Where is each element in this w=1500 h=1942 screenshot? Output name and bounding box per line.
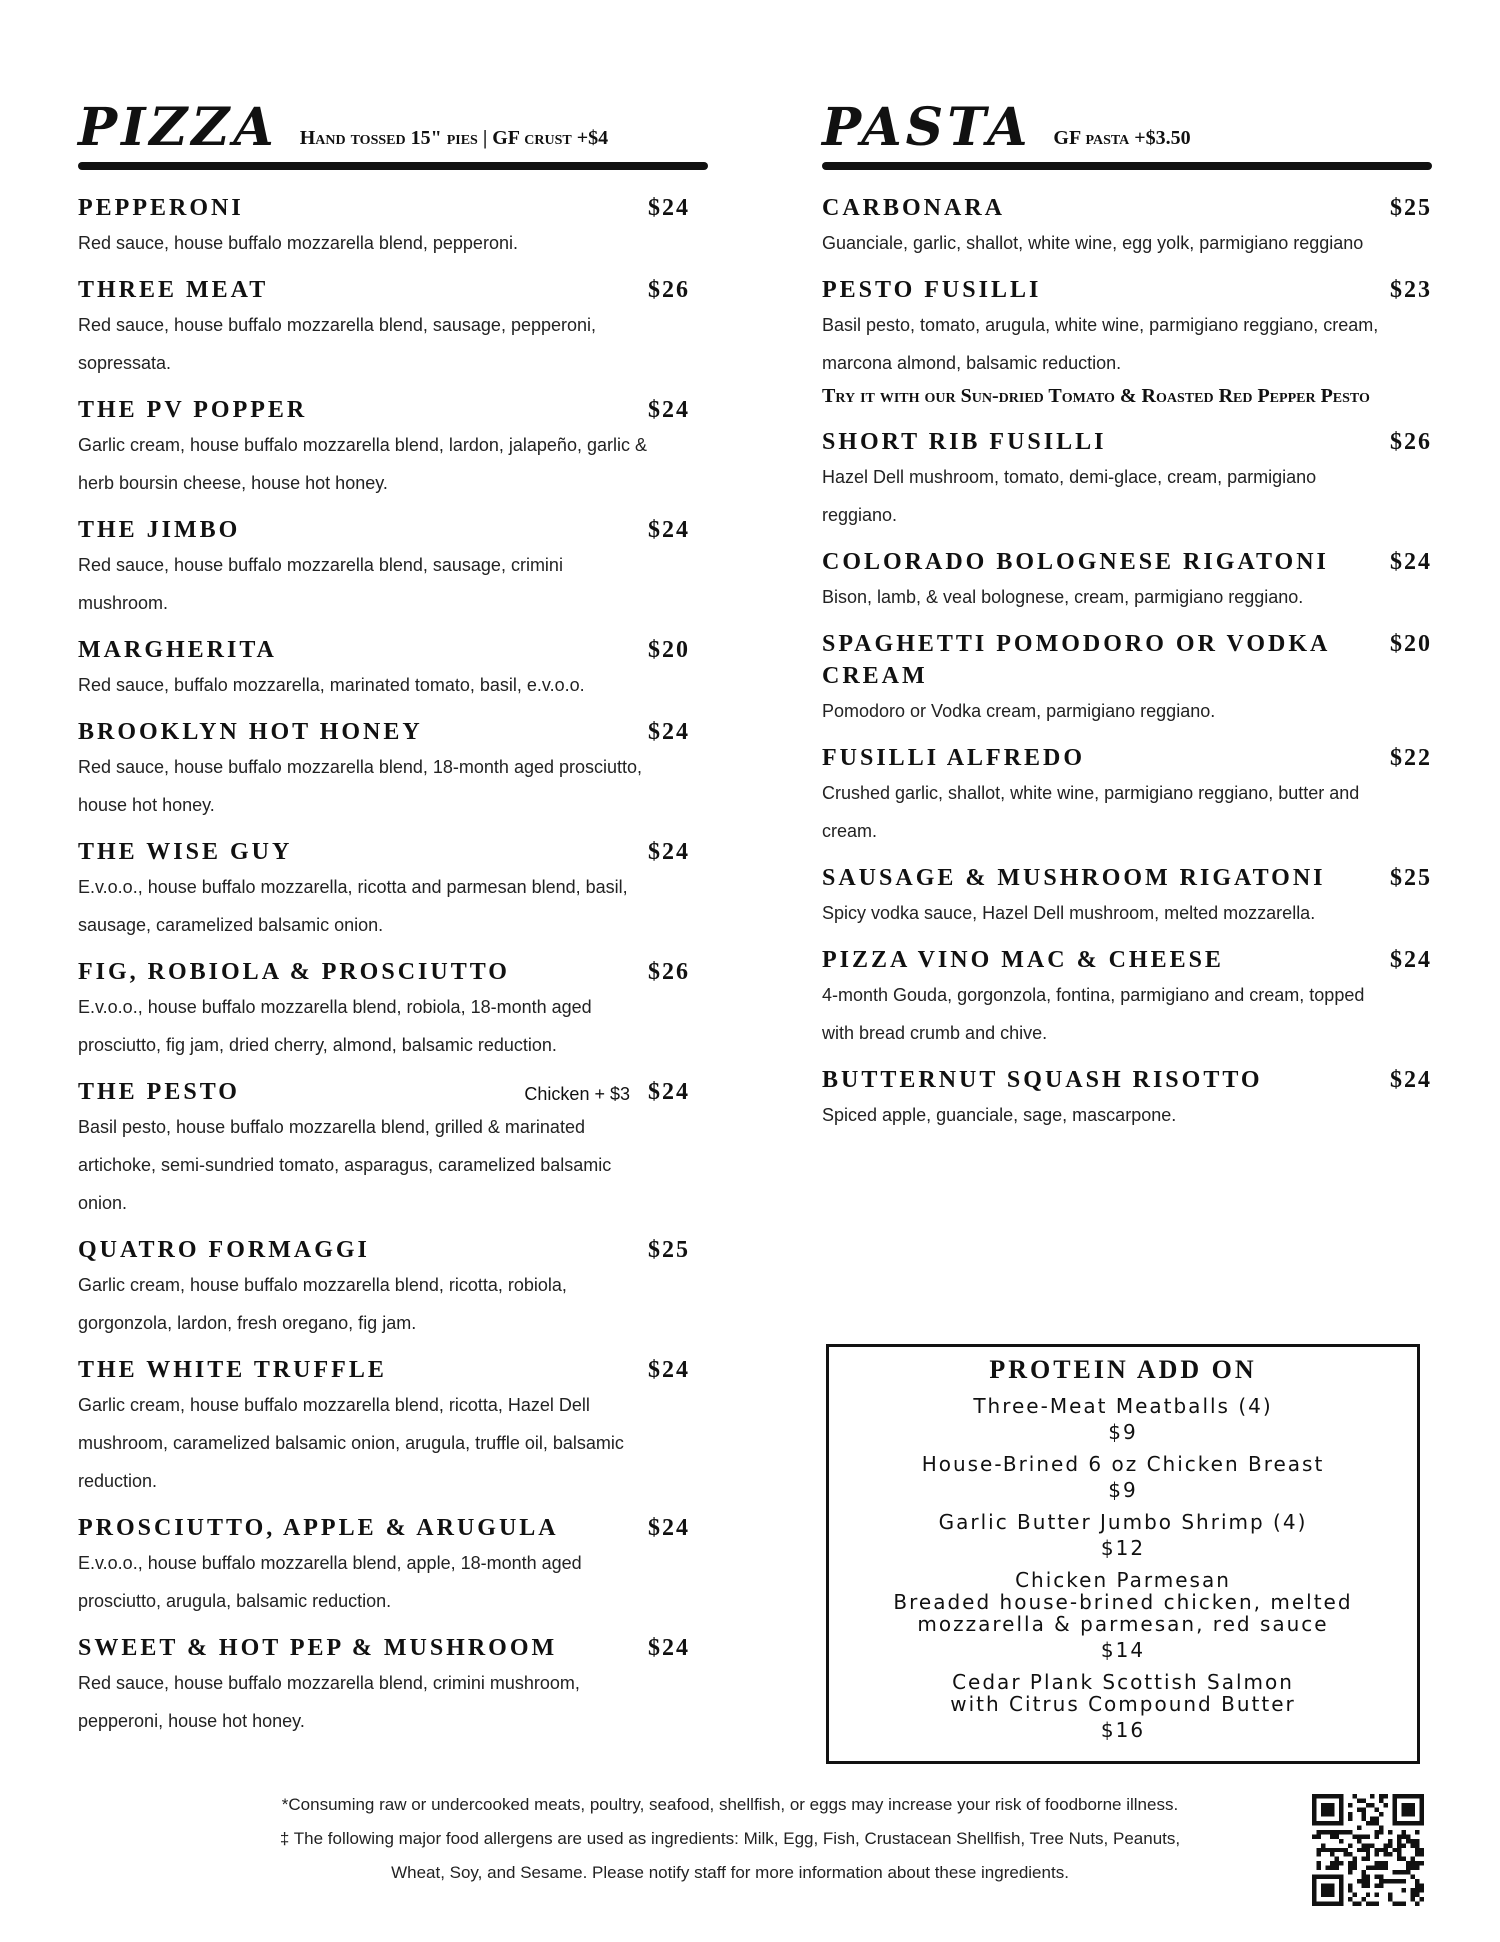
footer-line-1: *Consuming raw or undercooked meats, poultry, seafood, shellfish, or eggs may increase your risk of foodborne illness.: [281, 1795, 1179, 1814]
pizza-item: [78, 634, 708, 704]
pizza-item: [78, 274, 708, 382]
pasta-item: [822, 628, 1432, 730]
pizza-item-price: $24: [648, 517, 690, 543]
pizza-divider: [78, 162, 708, 170]
pasta-item-header: [822, 742, 1432, 774]
protein-item-price: $9: [1108, 1478, 1138, 1502]
pasta-item-name: PIZZA VINO MAC & CHEESE: [822, 947, 1224, 973]
pizza-item-price: $25: [648, 1237, 690, 1263]
protein-item-name: Cedar Plank Scottish Salmon with Citrus Compound Butter: [950, 1670, 1296, 1716]
pasta-item: [822, 546, 1432, 616]
pasta-item-name: BUTTERNUT SQUASH RISOTTO: [822, 1067, 1263, 1093]
pizza-item-name: SWEET & HOT PEP & MUSHROOM: [78, 1635, 558, 1661]
pasta-item-header: [822, 1064, 1432, 1096]
pizza-header: [78, 96, 708, 158]
pasta-item-header: [822, 944, 1432, 976]
pizza-item-header: [78, 514, 708, 546]
pizza-item-name: PEPPERONI: [78, 195, 244, 221]
pizza-item: [78, 1234, 708, 1342]
pizza-item: [78, 192, 708, 262]
pizza-item-price: $24: [648, 719, 690, 745]
pizza-item-price: $24: [648, 1635, 690, 1661]
pizza-item-header: [78, 1632, 708, 1664]
pasta-item-description: Bison, lamb, & veal bolognese, cream, parmigiano reggiano.: [822, 587, 1304, 607]
pasta-item-price: $24: [1390, 1067, 1432, 1093]
pasta-item-description: Pomodoro or Vodka cream, parmigiano reggiano.: [822, 701, 1216, 721]
pizza-section: [78, 96, 708, 1752]
pasta-item-header: [822, 546, 1432, 578]
pasta-item-description: Spicy vodka sauce, Hazel Dell mushroom, melted mozzarella.: [822, 903, 1316, 923]
pasta-item-name: SAUSAGE & MUSHROOM RIGATONI: [822, 865, 1326, 891]
pasta-item-tip: Try it with our Sun-dried Tomato & Roasted Red Pepper Pesto: [822, 385, 1370, 407]
pizza-item: [78, 716, 708, 824]
pizza-item-description: Garlic cream, house buffalo mozzarella blend, ricotta, Hazel Dell mushroom, caramelized balsamic onion, arugula, truffle oil, balsamic reduction.: [78, 1395, 624, 1491]
pasta-item-name: CARBONARA: [822, 195, 1005, 221]
pizza-item-header: [78, 716, 708, 748]
pizza-item-header: [78, 394, 708, 426]
pizza-item-header: [78, 192, 708, 224]
pizza-item-name: BROOKLYN HOT HONEY: [78, 719, 423, 745]
pizza-item-description: Red sauce, house buffalo mozzarella blend, 18-month aged prosciutto, house hot honey.: [78, 757, 643, 815]
pasta-item-name: PESTO FUSILLI: [822, 277, 1042, 303]
pasta-item-name: COLORADO BOLOGNESE RIGATONI: [822, 549, 1329, 575]
pasta-item-price: $24: [1390, 549, 1432, 575]
qr-code-icon[interactable]: [1312, 1794, 1424, 1906]
footer-line-3: Wheat, Soy, and Sesame. Please notify staff for more information about these ingredients.: [391, 1863, 1069, 1882]
pizza-item-header: [78, 1354, 708, 1386]
pasta-item: [822, 1064, 1432, 1134]
protein-item-name: Three-Meat Meatballs (4): [973, 1394, 1273, 1418]
pizza-item: [78, 394, 708, 502]
protein-item-price: $14: [1100, 1638, 1146, 1662]
pizza-item-description: E.v.o.o., house buffalo mozzarella blend, robiola, 18-month aged prosciutto, fig jam, dried cherry, almond, balsamic reduction.: [78, 997, 592, 1055]
protein-item: [829, 1453, 1417, 1501]
pasta-item-name: SPAGHETTI POMODORO OR VODKA CREAM: [822, 631, 1329, 689]
protein-item-price: $12: [1100, 1536, 1146, 1560]
pizza-item: [78, 956, 708, 1064]
pizza-item-note: Chicken + $3: [524, 1084, 630, 1104]
pasta-list: [822, 192, 1432, 1134]
pizza-item-description: E.v.o.o., house buffalo mozzarella, ricotta and parmesan blend, basil, sausage, caramelized balsamic onion.: [78, 877, 628, 935]
pasta-item: [822, 944, 1432, 1052]
pasta-item-description: Crushed garlic, shallot, white wine, parmigiano reggiano, butter and cream.: [822, 783, 1360, 841]
pizza-list: [78, 192, 708, 1740]
pizza-item-price: $24: [648, 1515, 690, 1541]
pizza-item-price: $24: [648, 1357, 690, 1383]
pizza-item: [78, 514, 708, 622]
pizza-item-name: FIG, ROBIOLA & PROSCIUTTO: [78, 959, 510, 985]
pasta-item: [822, 426, 1432, 534]
pizza-item-description: Red sauce, house buffalo mozzarella blend, pepperoni.: [78, 233, 518, 253]
protein-item-price: $9: [1108, 1420, 1138, 1444]
pasta-item-name: FUSILLI ALFREDO: [822, 745, 1086, 771]
pizza-item-name: THE WHITE TRUFFLE: [78, 1357, 387, 1383]
pizza-item-price: $24: [648, 397, 690, 423]
pizza-item-header: [78, 1234, 708, 1266]
pizza-item-price: $20: [648, 637, 690, 663]
protein-item-name: Chicken Parmesan Breaded house-brined chicken, melted mozzarella & parmesan, red sauce: [893, 1568, 1353, 1636]
protein-item-name: House-Brined 6 oz Chicken Breast: [921, 1452, 1325, 1476]
pasta-item-price: $25: [1390, 865, 1432, 891]
protein-item: [829, 1569, 1417, 1661]
pizza-item-description: E.v.o.o., house buffalo mozzarella blend, apple, 18-month aged prosciutto, arugula, balsamic reduction.: [78, 1553, 582, 1611]
pizza-item-price: $24: [648, 839, 690, 865]
pizza-item: [78, 1512, 708, 1620]
pasta-item-price: $24: [1390, 947, 1432, 973]
pasta-item-header: [822, 628, 1432, 692]
pasta-item-header: [822, 426, 1432, 458]
pizza-item-name: QUATRO FORMAGGI: [78, 1237, 370, 1263]
footer-disclaimer: [230, 1788, 1230, 1890]
protein-item-price: $16: [1100, 1718, 1146, 1742]
pizza-item-name: THREE MEAT: [78, 277, 269, 303]
pizza-item-header: [78, 956, 708, 988]
pasta-item: [822, 742, 1432, 850]
pasta-item-description: 4-month Gouda, gorgonzola, fontina, parmigiano and cream, topped with bread crumb and chive.: [822, 985, 1365, 1043]
protein-item-name: Garlic Butter Jumbo Shrimp (4): [938, 1510, 1308, 1534]
pasta-item-description: Hazel Dell mushroom, tomato, demi-glace, cream, parmigiano reggiano.: [822, 467, 1317, 525]
footer-line-2: ‡ The following major food allergens are used as ingredients: Milk, Egg, Fish, Crustacean Shellfish, Tree Nuts, Peanuts,: [279, 1829, 1181, 1848]
pizza-item-price: $26: [648, 959, 690, 985]
pizza-item: [78, 1632, 708, 1740]
protein-list: [829, 1395, 1417, 1741]
pizza-item-header: [78, 274, 708, 306]
protein-item: [829, 1511, 1417, 1559]
protein-item: [829, 1671, 1417, 1741]
pizza-item: [78, 836, 708, 944]
protein-item: [829, 1395, 1417, 1443]
pizza-item: [78, 1354, 708, 1500]
pasta-item: [822, 862, 1432, 932]
pasta-item-price: $20: [1390, 631, 1432, 657]
pasta-subtitle: GF pasta +$3.50: [1053, 127, 1191, 149]
pasta-item-price: $23: [1390, 277, 1432, 303]
pizza-item-header: [78, 836, 708, 868]
pasta-section: [822, 96, 1432, 1146]
pizza-item-price: $24: [648, 1079, 690, 1105]
pizza-item-name: THE WISE GUY: [78, 839, 293, 865]
pizza-item-header: [78, 1076, 708, 1108]
pizza-subtitle: Hand tossed 15" pies | GF crust +$4: [299, 127, 609, 149]
pizza-item-name: MARGHERITA: [78, 637, 277, 663]
pasta-item-price: $22: [1390, 745, 1432, 771]
pizza-item-description: Red sauce, buffalo mozzarella, marinated tomato, basil, e.v.o.o.: [78, 675, 585, 695]
pasta-item-description: Guanciale, garlic, shallot, white wine, egg yolk, parmigiano reggiano: [822, 233, 1364, 253]
pizza-item-name: THE PESTO: [78, 1079, 240, 1105]
pizza-item: [78, 1076, 708, 1222]
pasta-item-header: [822, 862, 1432, 894]
pizza-item-header: [78, 1512, 708, 1544]
pasta-item: [822, 192, 1432, 262]
pizza-title: PIZZA: [78, 97, 278, 158]
pizza-item-description: Garlic cream, house buffalo mozzarella blend, lardon, jalapeño, garlic & herb boursin cheese, house hot honey.: [78, 435, 647, 493]
pasta-item-name: SHORT RIB FUSILLI: [822, 429, 1107, 455]
pizza-item-name: PROSCIUTTO, APPLE & ARUGULA: [78, 1515, 559, 1541]
pasta-header: [822, 96, 1432, 158]
pizza-item-description: Red sauce, house buffalo mozzarella blend, sausage, crimini mushroom.: [78, 555, 563, 613]
pasta-item: [822, 274, 1432, 414]
protein-add-on-box: [826, 1344, 1420, 1764]
pizza-item-description: Red sauce, house buffalo mozzarella blend, crimini mushroom, pepperoni, house hot honey.: [78, 1673, 580, 1731]
pasta-item-price: $25: [1390, 195, 1432, 221]
pizza-item-header: [78, 634, 708, 666]
pasta-item-header: [822, 192, 1432, 224]
pasta-item-header: [822, 274, 1432, 306]
pasta-divider: [822, 162, 1432, 170]
pizza-item-price: $26: [648, 277, 690, 303]
pasta-item-description: Spiced apple, guanciale, sage, mascarpone.: [822, 1105, 1177, 1125]
pasta-title: PASTA: [822, 97, 1032, 158]
pizza-item-name: THE PV POPPER: [78, 397, 308, 423]
pizza-item-price: $24: [648, 195, 690, 221]
pasta-item-price: $26: [1390, 429, 1432, 455]
pizza-item-name: THE JIMBO: [78, 517, 241, 543]
protein-title: PROTEIN ADD ON: [989, 1355, 1257, 1384]
pasta-item-description: Basil pesto, tomato, arugula, white wine, parmigiano reggiano, cream, marcona almond, balsamic reduction.: [822, 315, 1379, 373]
pizza-item-description: Garlic cream, house buffalo mozzarella blend, ricotta, robiola, gorgonzola, lardon, fresh oregano, fig jam.: [78, 1275, 567, 1333]
pizza-item-description: Basil pesto, house buffalo mozzarella blend, grilled & marinated artichoke, semi-sundried tomato, asparagus, caramelized balsamic onion.: [78, 1117, 612, 1213]
pizza-item-description: Red sauce, house buffalo mozzarella blend, sausage, pepperoni, sopressata.: [78, 315, 597, 373]
